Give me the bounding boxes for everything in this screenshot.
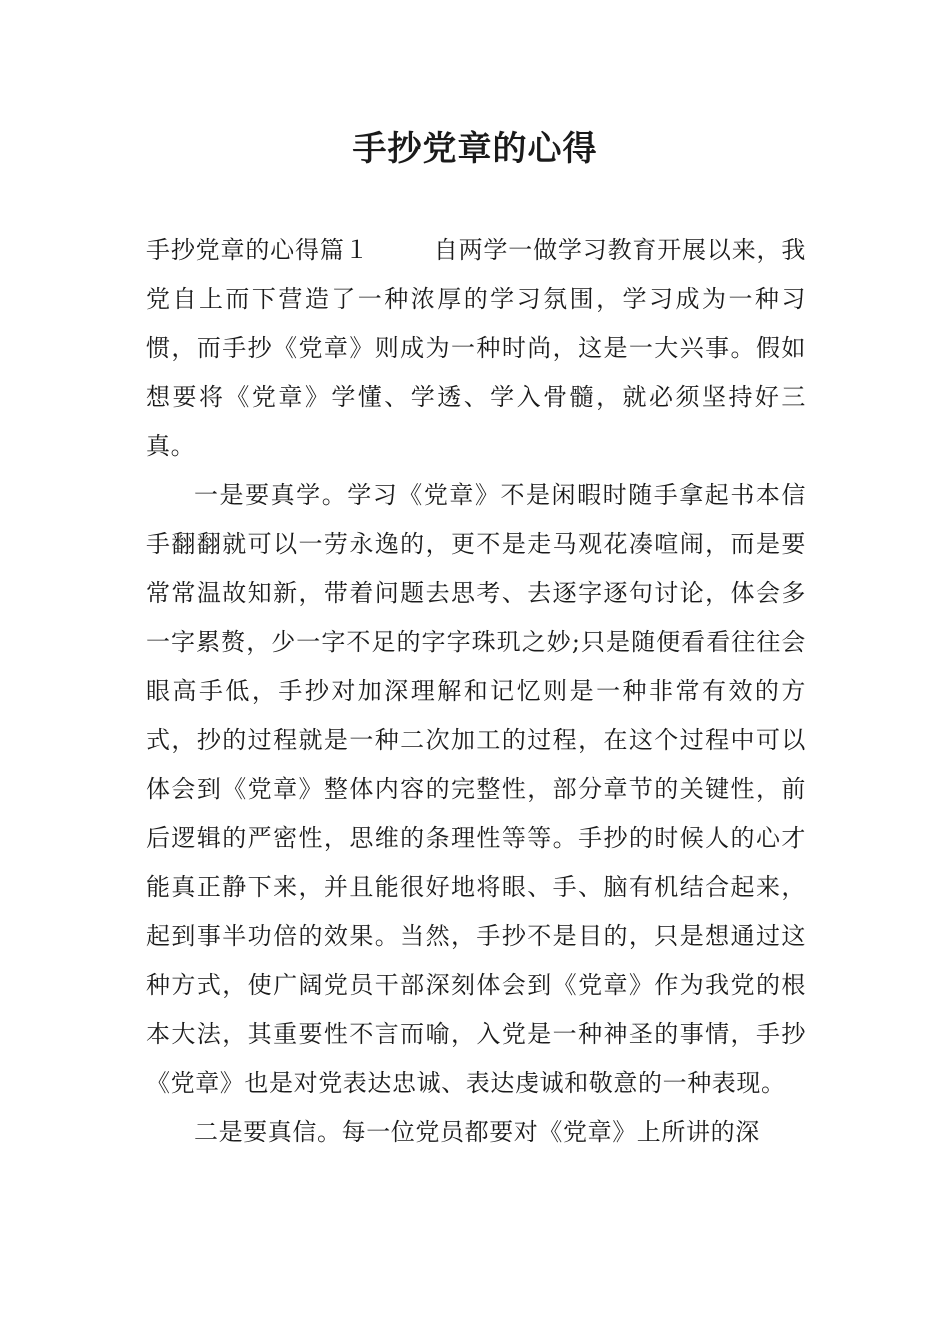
paragraph-1 (146, 226, 806, 471)
document-body (146, 226, 806, 1157)
document-title: 手抄党章的心得 (352, 129, 598, 169)
paragraph-text: 自两学一做学习教育开展以来，我党自上而下营造了一种浓厚的学习氛围，学习成为一种习惯，而手抄《党章》则成为一种时尚，这是一大兴事。假如想要将《党章》学懂、学透、学入骨髓，就必须坚持好三真。 (146, 236, 806, 460)
section-heading: 手抄党章的心得篇１ (146, 236, 370, 264)
paragraph-2: 一是要真学。学习《党章》不是闲暇时随手拿起书本信手翻翻就可以一劳永逸的，更不是走马观花凑喧闹，而是要常常温故知新，带着问题去思考、去逐字逐句讨论，体会多一字累赘，少一字不足的字字珠玑之妙;只是随便看看往往会眼高手低，手抄对加深理解和记忆则是一种非常有效的方式，抄的过程就是一种二次加工的过程，在这个过程中可以体会到《党章》整体内容的完整性，部分章节的关键性，前后逻辑的严密性，思维的条理性等等。手抄的时候人的心才能真正静下来，并且能很好地将眼、手、脑有机结合起来，起到事半功倍的效果。当然，手抄不是目的，只是想通过这种方式，使广阔党员干部深刻体会到《党章》作为我党的根本大法，其重要性不言而喻，入党是一种神圣的事情，手抄《党章》也是对党表达忠诚、表达虔诚和敬意的一种表现。 (146, 481, 806, 1097)
paragraph-3: 二是要真信。每一位党员都要对《党章》上所讲的深 (194, 1118, 760, 1146)
